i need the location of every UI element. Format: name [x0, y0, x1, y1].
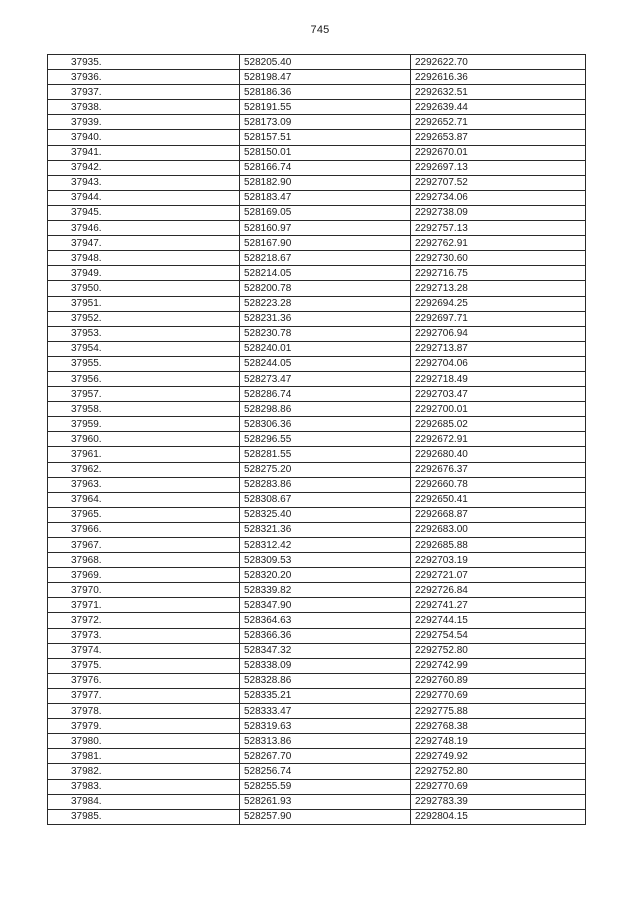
x-coordinate-cell: 528321.36	[240, 522, 411, 537]
table-row	[48, 266, 586, 281]
x-coordinate-cell: 528306.36	[240, 417, 411, 432]
page-number: 745	[310, 24, 330, 36]
x-coordinate-cell: 528167.90	[240, 236, 411, 251]
y-coordinate-cell: 2292652.71	[411, 115, 586, 130]
y-coordinate-cell: 2292670.01	[411, 145, 586, 160]
y-coordinate-cell: 2292703.19	[411, 553, 586, 568]
x-coordinate-cell: 528230.78	[240, 326, 411, 341]
point-number-cell: 37958.	[48, 402, 240, 417]
y-coordinate-cell: 2292622.70	[411, 55, 586, 70]
point-number-cell: 37937.	[48, 85, 240, 100]
x-coordinate-cell: 528261.93	[240, 794, 411, 809]
table-row	[48, 356, 586, 371]
x-coordinate-cell: 528169.05	[240, 205, 411, 220]
table-row	[48, 115, 586, 130]
coordinates-table-body	[48, 55, 586, 825]
x-coordinate-cell: 528267.70	[240, 749, 411, 764]
y-coordinate-cell: 2292804.15	[411, 809, 586, 824]
point-number-cell: 37984.	[48, 794, 240, 809]
y-coordinate-cell: 2292694.25	[411, 296, 586, 311]
y-coordinate-cell: 2292632.51	[411, 85, 586, 100]
x-coordinate-cell: 528309.53	[240, 553, 411, 568]
y-coordinate-cell: 2292738.09	[411, 205, 586, 220]
point-number-cell: 37975.	[48, 658, 240, 673]
x-coordinate-cell: 528240.01	[240, 341, 411, 356]
table-row	[48, 251, 586, 266]
x-coordinate-cell: 528319.63	[240, 719, 411, 734]
point-number-cell: 37950.	[48, 281, 240, 296]
table-row	[48, 326, 586, 341]
x-coordinate-cell: 528150.01	[240, 145, 411, 160]
x-coordinate-cell: 528312.42	[240, 538, 411, 553]
x-coordinate-cell: 528257.90	[240, 809, 411, 824]
x-coordinate-cell: 528296.55	[240, 432, 411, 447]
x-coordinate-cell: 528339.82	[240, 583, 411, 598]
y-coordinate-cell: 2292742.99	[411, 658, 586, 673]
x-coordinate-cell: 528275.20	[240, 462, 411, 477]
point-number-cell: 37974.	[48, 643, 240, 658]
x-coordinate-cell: 528244.05	[240, 356, 411, 371]
point-number-cell: 37945.	[48, 205, 240, 220]
table-row	[48, 221, 586, 236]
y-coordinate-cell: 2292760.89	[411, 673, 586, 688]
x-coordinate-cell: 528223.28	[240, 296, 411, 311]
x-coordinate-cell: 528231.36	[240, 311, 411, 326]
table-row	[48, 417, 586, 432]
y-coordinate-cell: 2292754.54	[411, 628, 586, 643]
table-row	[48, 794, 586, 809]
table-row	[48, 673, 586, 688]
x-coordinate-cell: 528186.36	[240, 85, 411, 100]
table-row	[48, 764, 586, 779]
point-number-cell: 37962.	[48, 462, 240, 477]
point-number-cell: 37953.	[48, 326, 240, 341]
x-coordinate-cell: 528183.47	[240, 190, 411, 205]
y-coordinate-cell: 2292650.41	[411, 492, 586, 507]
x-coordinate-cell: 528338.09	[240, 658, 411, 673]
table-row	[48, 749, 586, 764]
point-number-cell: 37955.	[48, 356, 240, 371]
y-coordinate-cell: 2292768.38	[411, 719, 586, 734]
point-number-cell: 37964.	[48, 492, 240, 507]
x-coordinate-cell: 528273.47	[240, 371, 411, 386]
y-coordinate-cell: 2292683.00	[411, 522, 586, 537]
y-coordinate-cell: 2292726.84	[411, 583, 586, 598]
y-coordinate-cell: 2292744.15	[411, 613, 586, 628]
y-coordinate-cell: 2292770.69	[411, 688, 586, 703]
x-coordinate-cell: 528182.90	[240, 175, 411, 190]
table-row	[48, 553, 586, 568]
table-row	[48, 281, 586, 296]
point-number-cell: 37969.	[48, 568, 240, 583]
table-row	[48, 462, 586, 477]
table-row	[48, 568, 586, 583]
y-coordinate-cell: 2292697.13	[411, 160, 586, 175]
y-coordinate-cell: 2292762.91	[411, 236, 586, 251]
table-row	[48, 175, 586, 190]
point-number-cell: 37978.	[48, 704, 240, 719]
y-coordinate-cell: 2292783.39	[411, 794, 586, 809]
table-row	[48, 70, 586, 85]
x-coordinate-cell: 528281.55	[240, 447, 411, 462]
x-coordinate-cell: 528333.47	[240, 704, 411, 719]
table-row	[48, 447, 586, 462]
table-row	[48, 236, 586, 251]
point-number-cell: 37963.	[48, 477, 240, 492]
table-row	[48, 688, 586, 703]
point-number-cell: 37936.	[48, 70, 240, 85]
point-number-cell: 37946.	[48, 221, 240, 236]
x-coordinate-cell: 528160.97	[240, 221, 411, 236]
table-row	[48, 85, 586, 100]
table-row	[48, 704, 586, 719]
table-row	[48, 311, 586, 326]
table-row	[48, 628, 586, 643]
table-row	[48, 507, 586, 522]
y-coordinate-cell: 2292770.69	[411, 779, 586, 794]
x-coordinate-cell: 528298.86	[240, 402, 411, 417]
y-coordinate-cell: 2292749.92	[411, 749, 586, 764]
point-number-cell: 37985.	[48, 809, 240, 824]
point-number-cell: 37942.	[48, 160, 240, 175]
y-coordinate-cell: 2292757.13	[411, 221, 586, 236]
x-coordinate-cell: 528313.86	[240, 734, 411, 749]
point-number-cell: 37971.	[48, 598, 240, 613]
point-number-cell: 37943.	[48, 175, 240, 190]
point-number-cell: 37948.	[48, 251, 240, 266]
table-row	[48, 583, 586, 598]
point-number-cell: 37965.	[48, 507, 240, 522]
table-row	[48, 371, 586, 386]
y-coordinate-cell: 2292721.07	[411, 568, 586, 583]
x-coordinate-cell: 528200.78	[240, 281, 411, 296]
x-coordinate-cell: 528335.21	[240, 688, 411, 703]
point-number-cell: 37959.	[48, 417, 240, 432]
y-coordinate-cell: 2292639.44	[411, 100, 586, 115]
y-coordinate-cell: 2292734.06	[411, 190, 586, 205]
point-number-cell: 37977.	[48, 688, 240, 703]
point-number-cell: 37982.	[48, 764, 240, 779]
point-number-cell: 37949.	[48, 266, 240, 281]
x-coordinate-cell: 528308.67	[240, 492, 411, 507]
table-row	[48, 432, 586, 447]
x-coordinate-cell: 528198.47	[240, 70, 411, 85]
coordinates-table	[47, 54, 586, 825]
x-coordinate-cell: 528173.09	[240, 115, 411, 130]
y-coordinate-cell: 2292718.49	[411, 371, 586, 386]
y-coordinate-cell: 2292680.40	[411, 447, 586, 462]
table-row	[48, 613, 586, 628]
y-coordinate-cell: 2292700.01	[411, 402, 586, 417]
point-number-cell: 37939.	[48, 115, 240, 130]
table-row	[48, 100, 586, 115]
x-coordinate-cell: 528347.90	[240, 598, 411, 613]
point-number-cell: 37954.	[48, 341, 240, 356]
table-row	[48, 809, 586, 824]
x-coordinate-cell: 528328.86	[240, 673, 411, 688]
x-coordinate-cell: 528255.59	[240, 779, 411, 794]
y-coordinate-cell: 2292748.19	[411, 734, 586, 749]
point-number-cell: 37956.	[48, 371, 240, 386]
table-row	[48, 643, 586, 658]
table-row	[48, 296, 586, 311]
table-row	[48, 734, 586, 749]
point-number-cell: 37957.	[48, 387, 240, 402]
table-row	[48, 402, 586, 417]
x-coordinate-cell: 528366.36	[240, 628, 411, 643]
y-coordinate-cell: 2292668.87	[411, 507, 586, 522]
point-number-cell: 37973.	[48, 628, 240, 643]
x-coordinate-cell: 528286.74	[240, 387, 411, 402]
x-coordinate-cell: 528283.86	[240, 477, 411, 492]
y-coordinate-cell: 2292716.75	[411, 266, 586, 281]
point-number-cell: 37970.	[48, 583, 240, 598]
table-row	[48, 130, 586, 145]
x-coordinate-cell: 528325.40	[240, 507, 411, 522]
table-row	[48, 598, 586, 613]
y-coordinate-cell: 2292704.06	[411, 356, 586, 371]
x-coordinate-cell: 528191.55	[240, 100, 411, 115]
table-row	[48, 522, 586, 537]
table-row	[48, 658, 586, 673]
point-number-cell: 37976.	[48, 673, 240, 688]
table-row	[48, 492, 586, 507]
point-number-cell: 37979.	[48, 719, 240, 734]
point-number-cell: 37980.	[48, 734, 240, 749]
table-row	[48, 55, 586, 70]
y-coordinate-cell: 2292706.94	[411, 326, 586, 341]
point-number-cell: 37944.	[48, 190, 240, 205]
point-number-cell: 37951.	[48, 296, 240, 311]
y-coordinate-cell: 2292741.27	[411, 598, 586, 613]
table-row	[48, 538, 586, 553]
y-coordinate-cell: 2292713.87	[411, 341, 586, 356]
x-coordinate-cell: 528320.20	[240, 568, 411, 583]
y-coordinate-cell: 2292616.36	[411, 70, 586, 85]
table-row	[48, 205, 586, 220]
point-number-cell: 37938.	[48, 100, 240, 115]
y-coordinate-cell: 2292697.71	[411, 311, 586, 326]
point-number-cell: 37968.	[48, 553, 240, 568]
y-coordinate-cell: 2292703.47	[411, 387, 586, 402]
point-number-cell: 37960.	[48, 432, 240, 447]
y-coordinate-cell: 2292685.88	[411, 538, 586, 553]
table-row	[48, 160, 586, 175]
y-coordinate-cell: 2292676.37	[411, 462, 586, 477]
y-coordinate-cell: 2292775.88	[411, 704, 586, 719]
point-number-cell: 37981.	[48, 749, 240, 764]
x-coordinate-cell: 528218.67	[240, 251, 411, 266]
table-row	[48, 341, 586, 356]
y-coordinate-cell: 2292653.87	[411, 130, 586, 145]
table-row	[48, 719, 586, 734]
x-coordinate-cell: 528205.40	[240, 55, 411, 70]
point-number-cell: 37961.	[48, 447, 240, 462]
y-coordinate-cell: 2292752.80	[411, 764, 586, 779]
point-number-cell: 37935.	[48, 55, 240, 70]
table-row	[48, 145, 586, 160]
point-number-cell: 37967.	[48, 538, 240, 553]
y-coordinate-cell: 2292707.52	[411, 175, 586, 190]
x-coordinate-cell: 528214.05	[240, 266, 411, 281]
table-row	[48, 387, 586, 402]
y-coordinate-cell: 2292685.02	[411, 417, 586, 432]
point-number-cell: 37983.	[48, 779, 240, 794]
x-coordinate-cell: 528256.74	[240, 764, 411, 779]
y-coordinate-cell: 2292713.28	[411, 281, 586, 296]
table-row	[48, 779, 586, 794]
point-number-cell: 37952.	[48, 311, 240, 326]
point-number-cell: 37966.	[48, 522, 240, 537]
y-coordinate-cell: 2292730.60	[411, 251, 586, 266]
point-number-cell: 37947.	[48, 236, 240, 251]
y-coordinate-cell: 2292752.80	[411, 643, 586, 658]
point-number-cell: 37941.	[48, 145, 240, 160]
y-coordinate-cell: 2292672.91	[411, 432, 586, 447]
point-number-cell: 37972.	[48, 613, 240, 628]
x-coordinate-cell: 528347.32	[240, 643, 411, 658]
table-row	[48, 190, 586, 205]
x-coordinate-cell: 528157.51	[240, 130, 411, 145]
x-coordinate-cell: 528364.63	[240, 613, 411, 628]
y-coordinate-cell: 2292660.78	[411, 477, 586, 492]
point-number-cell: 37940.	[48, 130, 240, 145]
x-coordinate-cell: 528166.74	[240, 160, 411, 175]
table-row	[48, 477, 586, 492]
